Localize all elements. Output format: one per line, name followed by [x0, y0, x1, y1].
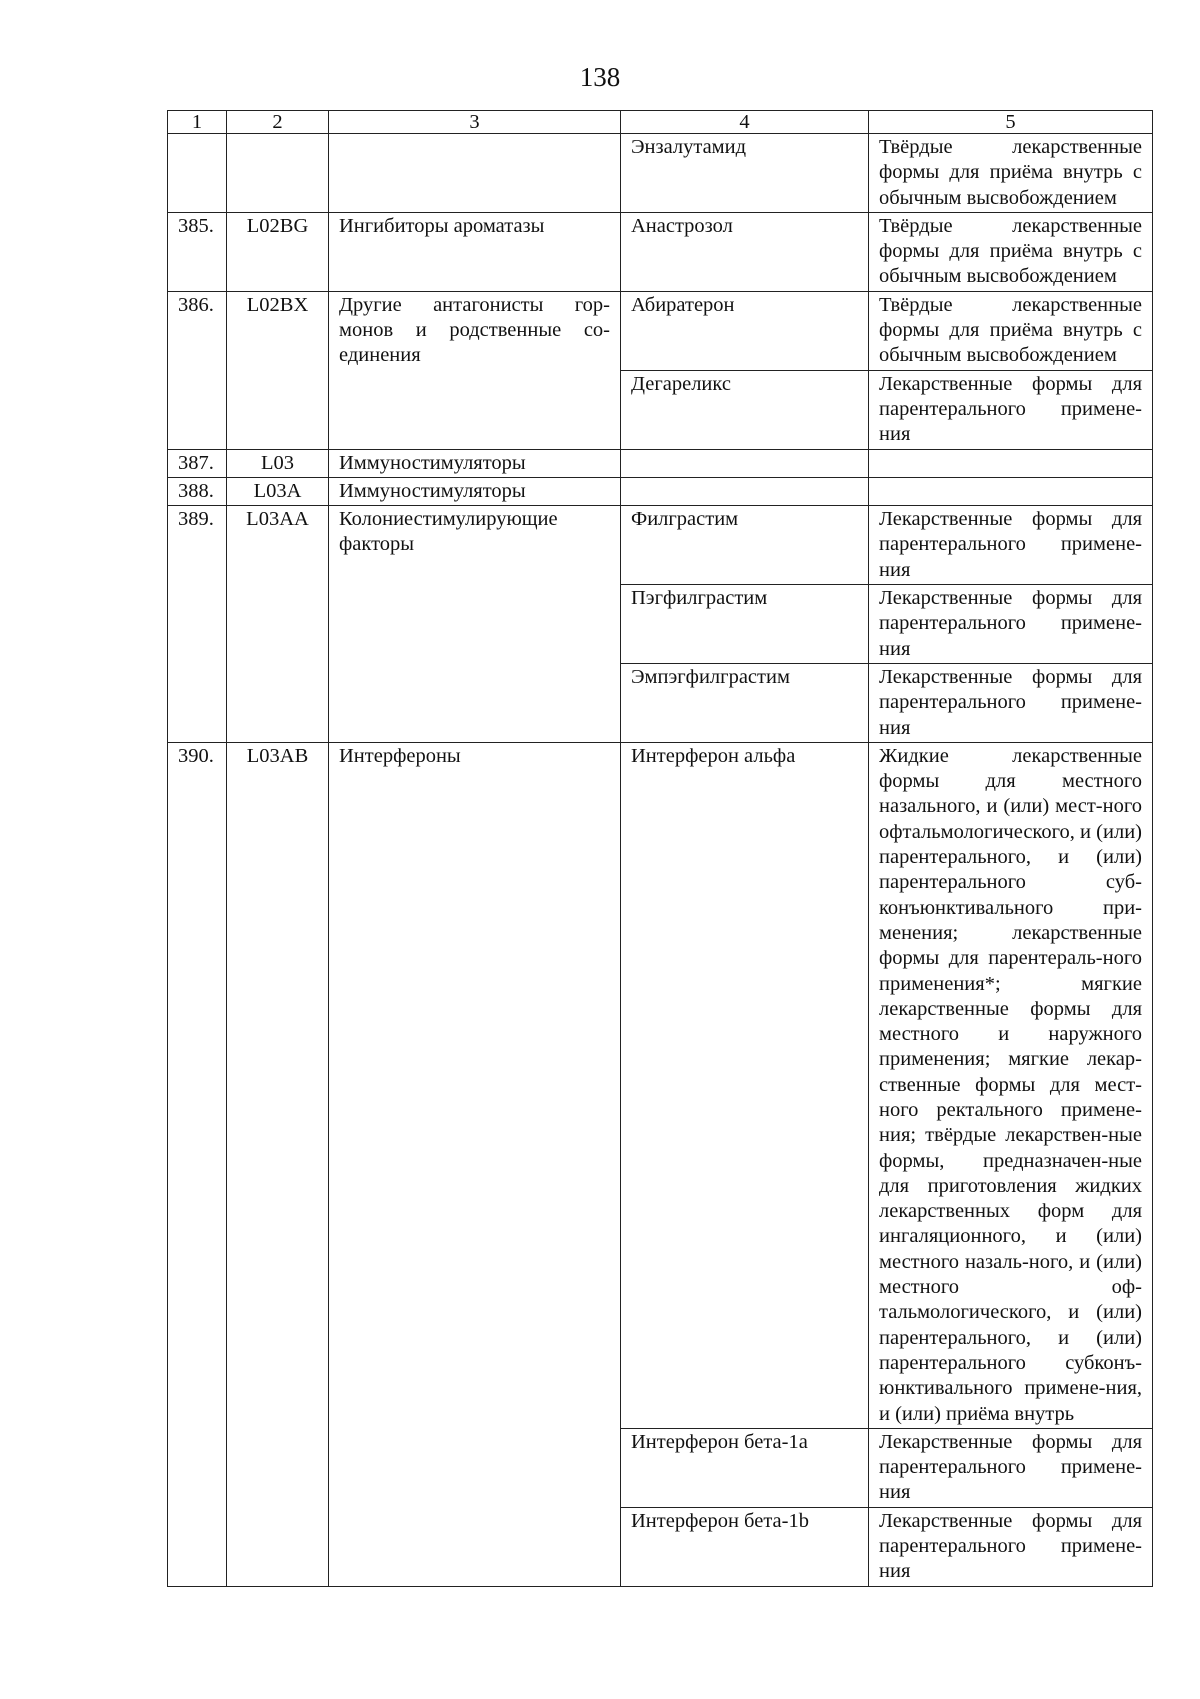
- row-number: 389.: [168, 506, 227, 743]
- dosage-form: Твёрдые лекарственные формы для приёма внутрь с обычным высвобождением: [869, 134, 1153, 213]
- drug-name: Пэгфилграстим: [621, 585, 869, 664]
- group-name: Иммуностимуляторы: [329, 449, 621, 477]
- dosage-form: Лекарственные формы для парентерального примене-ния: [869, 663, 1153, 742]
- table-row: [168, 742, 1153, 1428]
- dosage-form: [869, 449, 1153, 477]
- table-row: [168, 212, 1153, 291]
- atc-code: L03A: [227, 477, 329, 505]
- row-number: 385.: [168, 212, 227, 291]
- column-header-4: 4: [621, 111, 869, 134]
- row-number: 390.: [168, 742, 227, 1586]
- drug-name: Эмпэгфилграстим: [621, 663, 869, 742]
- drug-name: [621, 449, 869, 477]
- drug-name: Интерферон бета-1b: [621, 1507, 869, 1586]
- column-header-2: 2: [227, 111, 329, 134]
- group-name: [329, 134, 621, 213]
- table-row: [168, 291, 1153, 370]
- drug-name: Интерферон бета-1а: [621, 1428, 869, 1507]
- table-row: [168, 134, 1153, 213]
- table-row: [168, 449, 1153, 477]
- row-number: [168, 134, 227, 213]
- dosage-form: Твёрдые лекарственные формы для приёма внутрь с обычным высвобождением: [869, 212, 1153, 291]
- dosage-form: Лекарственные формы для парентерального примене-ния: [869, 1428, 1153, 1507]
- drug-name: Дегареликс: [621, 370, 869, 449]
- column-header-1: 1: [168, 111, 227, 134]
- row-number: 386.: [168, 291, 227, 449]
- column-header-3: 3: [329, 111, 621, 134]
- group-name: Другие антагонисты гор-монов и родственные со-единения: [329, 291, 621, 449]
- atc-code: L02BG: [227, 212, 329, 291]
- dosage-form: Твёрдые лекарственные формы для приёма внутрь с обычным высвобождением: [869, 291, 1153, 370]
- group-name: Интерфероны: [329, 742, 621, 1586]
- atc-code: L03AB: [227, 742, 329, 1586]
- page-number: 138: [579, 62, 621, 92]
- group-name: Ингибиторы ароматазы: [329, 212, 621, 291]
- dosage-form: Лекарственные формы для парентерального примене-ния: [869, 370, 1153, 449]
- drug-name: Интерферон альфа: [621, 742, 869, 1428]
- drug-name: Анастрозол: [621, 212, 869, 291]
- medicines-table: [167, 110, 1153, 1587]
- dosage-form: Лекарственные формы для парентерального примене-ния: [869, 585, 1153, 664]
- atc-code: [227, 134, 329, 213]
- drug-name: Филграстим: [621, 506, 869, 585]
- dosage-form: Жидкие лекарственные формы для местного назального, и (или) мест-ного офтальмологического, и (или) парентерального, и (или) парентерального суб-конъюнктивального при-менения; лекарственные формы для парентераль-ного применения*; мягкие лекарственные формы для местного и наружного применения; мягкие лекар-ственные формы для мест-ного ректального примене-ния; твёрдые лекарствен-ные формы, предназначен-ные для приготовления жидких лекарственных форм для ингаляционного, и (или) местного назаль-ного, и (или) местного оф-тальмологического, и (или) парентерального, и (или) парентерального субконъ-юнктивального примене-ния, и (или) приёма внутрь: [869, 742, 1153, 1428]
- header-row: [168, 111, 1153, 134]
- atc-code: L03: [227, 449, 329, 477]
- dosage-form: [869, 477, 1153, 505]
- group-name: Колониестимулирующие факторы: [329, 506, 621, 743]
- dosage-form: Лекарственные формы для парентерального примене-ния: [869, 1507, 1153, 1586]
- column-header-5: 5: [869, 111, 1153, 134]
- drug-name: Абиратерон: [621, 291, 869, 370]
- table-row: [168, 477, 1153, 505]
- row-number: 388.: [168, 477, 227, 505]
- row-number: 387.: [168, 449, 227, 477]
- table-row: [168, 506, 1153, 585]
- dosage-form: Лекарственные формы для парентерального примене-ния: [869, 506, 1153, 585]
- drug-name: Энзалутамид: [621, 134, 869, 213]
- group-name: Иммуностимуляторы: [329, 477, 621, 505]
- drug-name: [621, 477, 869, 505]
- atc-code: L02BX: [227, 291, 329, 449]
- atc-code: L03AA: [227, 506, 329, 743]
